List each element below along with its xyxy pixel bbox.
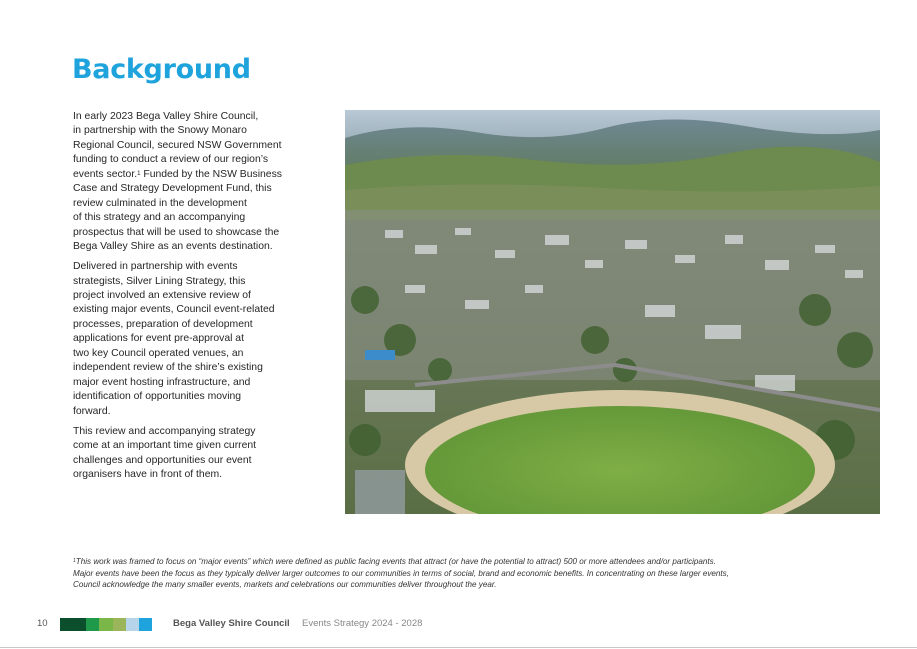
text-line: Delivered in partnership with events bbox=[73, 261, 238, 273]
paragraph-3 bbox=[73, 425, 298, 483]
photo-illustration bbox=[345, 110, 880, 514]
page-number: 10 bbox=[37, 618, 48, 629]
color-swatch bbox=[126, 618, 139, 631]
color-swatch bbox=[99, 618, 113, 631]
footnote-text: This work was framed to focus on “major events” which were defined as public facing events that attract (or have the potential to attract) 500 or more attendees and/or participants. bbox=[75, 557, 716, 566]
text-line: review culminated in the development bbox=[73, 197, 247, 209]
color-swatch bbox=[139, 618, 152, 631]
text-line: funding to conduct a review of our region’s bbox=[73, 154, 269, 166]
text-line: Bega Valley Shire as an events destination. bbox=[73, 241, 273, 253]
color-swatch bbox=[113, 618, 126, 631]
text-fragment: events sector. bbox=[73, 168, 138, 180]
text-fragment: Funded by the NSW Business bbox=[143, 168, 282, 180]
footnote-marker: 1 bbox=[137, 170, 141, 177]
text-line: strategists, Silver Lining Strategy, this bbox=[73, 275, 246, 287]
footnote bbox=[73, 556, 813, 591]
footnote-line bbox=[73, 556, 813, 568]
footnote-line: Major events have been the focus as they typically deliver larger outcomes to our communities in terms of social, brand and economic benefits. In concentrating on these larger events, bbox=[73, 568, 729, 578]
text-line: processes, preparation of development bbox=[73, 318, 253, 330]
text-line: two key Council operated venues, an bbox=[73, 347, 244, 359]
text-line bbox=[73, 168, 298, 182]
text-line: come at an important time given current bbox=[73, 440, 257, 452]
text-line: Regional Council, secured NSW Government bbox=[73, 139, 282, 151]
text-line: In early 2023 Bega Valley Shire Council, bbox=[73, 111, 259, 122]
color-swatch bbox=[86, 618, 99, 631]
footnote-marker: 1 bbox=[73, 558, 76, 564]
text-line: of this strategy and an accompanying bbox=[73, 212, 246, 224]
text-line: independent review of the shire’s existing bbox=[73, 362, 263, 374]
page-edge-divider bbox=[0, 647, 917, 648]
text-line: in partnership with the Snowy Monaro bbox=[73, 125, 247, 137]
text-line: project involved an extensive review of bbox=[73, 290, 251, 302]
paragraph-1 bbox=[73, 110, 298, 255]
body-text bbox=[73, 110, 298, 488]
text-line: applications for event pre-approval at bbox=[73, 333, 244, 345]
footnote-line: Council acknowledge the many smaller events, markets and celebrations our communities deliver throughout the year. bbox=[73, 580, 497, 589]
text-line: major event hosting infrastructure, and bbox=[73, 376, 251, 388]
color-swatch bbox=[60, 618, 86, 631]
text-line: This review and accompanying strategy bbox=[73, 425, 256, 437]
page-title: Background bbox=[72, 54, 251, 85]
text-line: organisers have in front of them. bbox=[73, 469, 223, 481]
text-line: prospectus that will be used to showcase the bbox=[73, 226, 280, 238]
text-line: existing major events, Council event-related bbox=[73, 304, 275, 316]
aerial-town-photo bbox=[345, 110, 880, 514]
council-name: Bega Valley Shire Council bbox=[173, 618, 290, 629]
paragraph-2 bbox=[73, 260, 298, 419]
text-line: Case and Strategy Development Fund, this bbox=[73, 183, 272, 195]
document-title: Events Strategy 2024 - 2028 bbox=[302, 618, 423, 629]
brand-color-bar bbox=[60, 618, 152, 631]
text-line: forward. bbox=[73, 405, 111, 417]
text-line: identification of opportunities moving bbox=[73, 391, 242, 403]
page-footer bbox=[0, 614, 917, 634]
text-line: challenges and opportunities our event bbox=[73, 454, 252, 466]
